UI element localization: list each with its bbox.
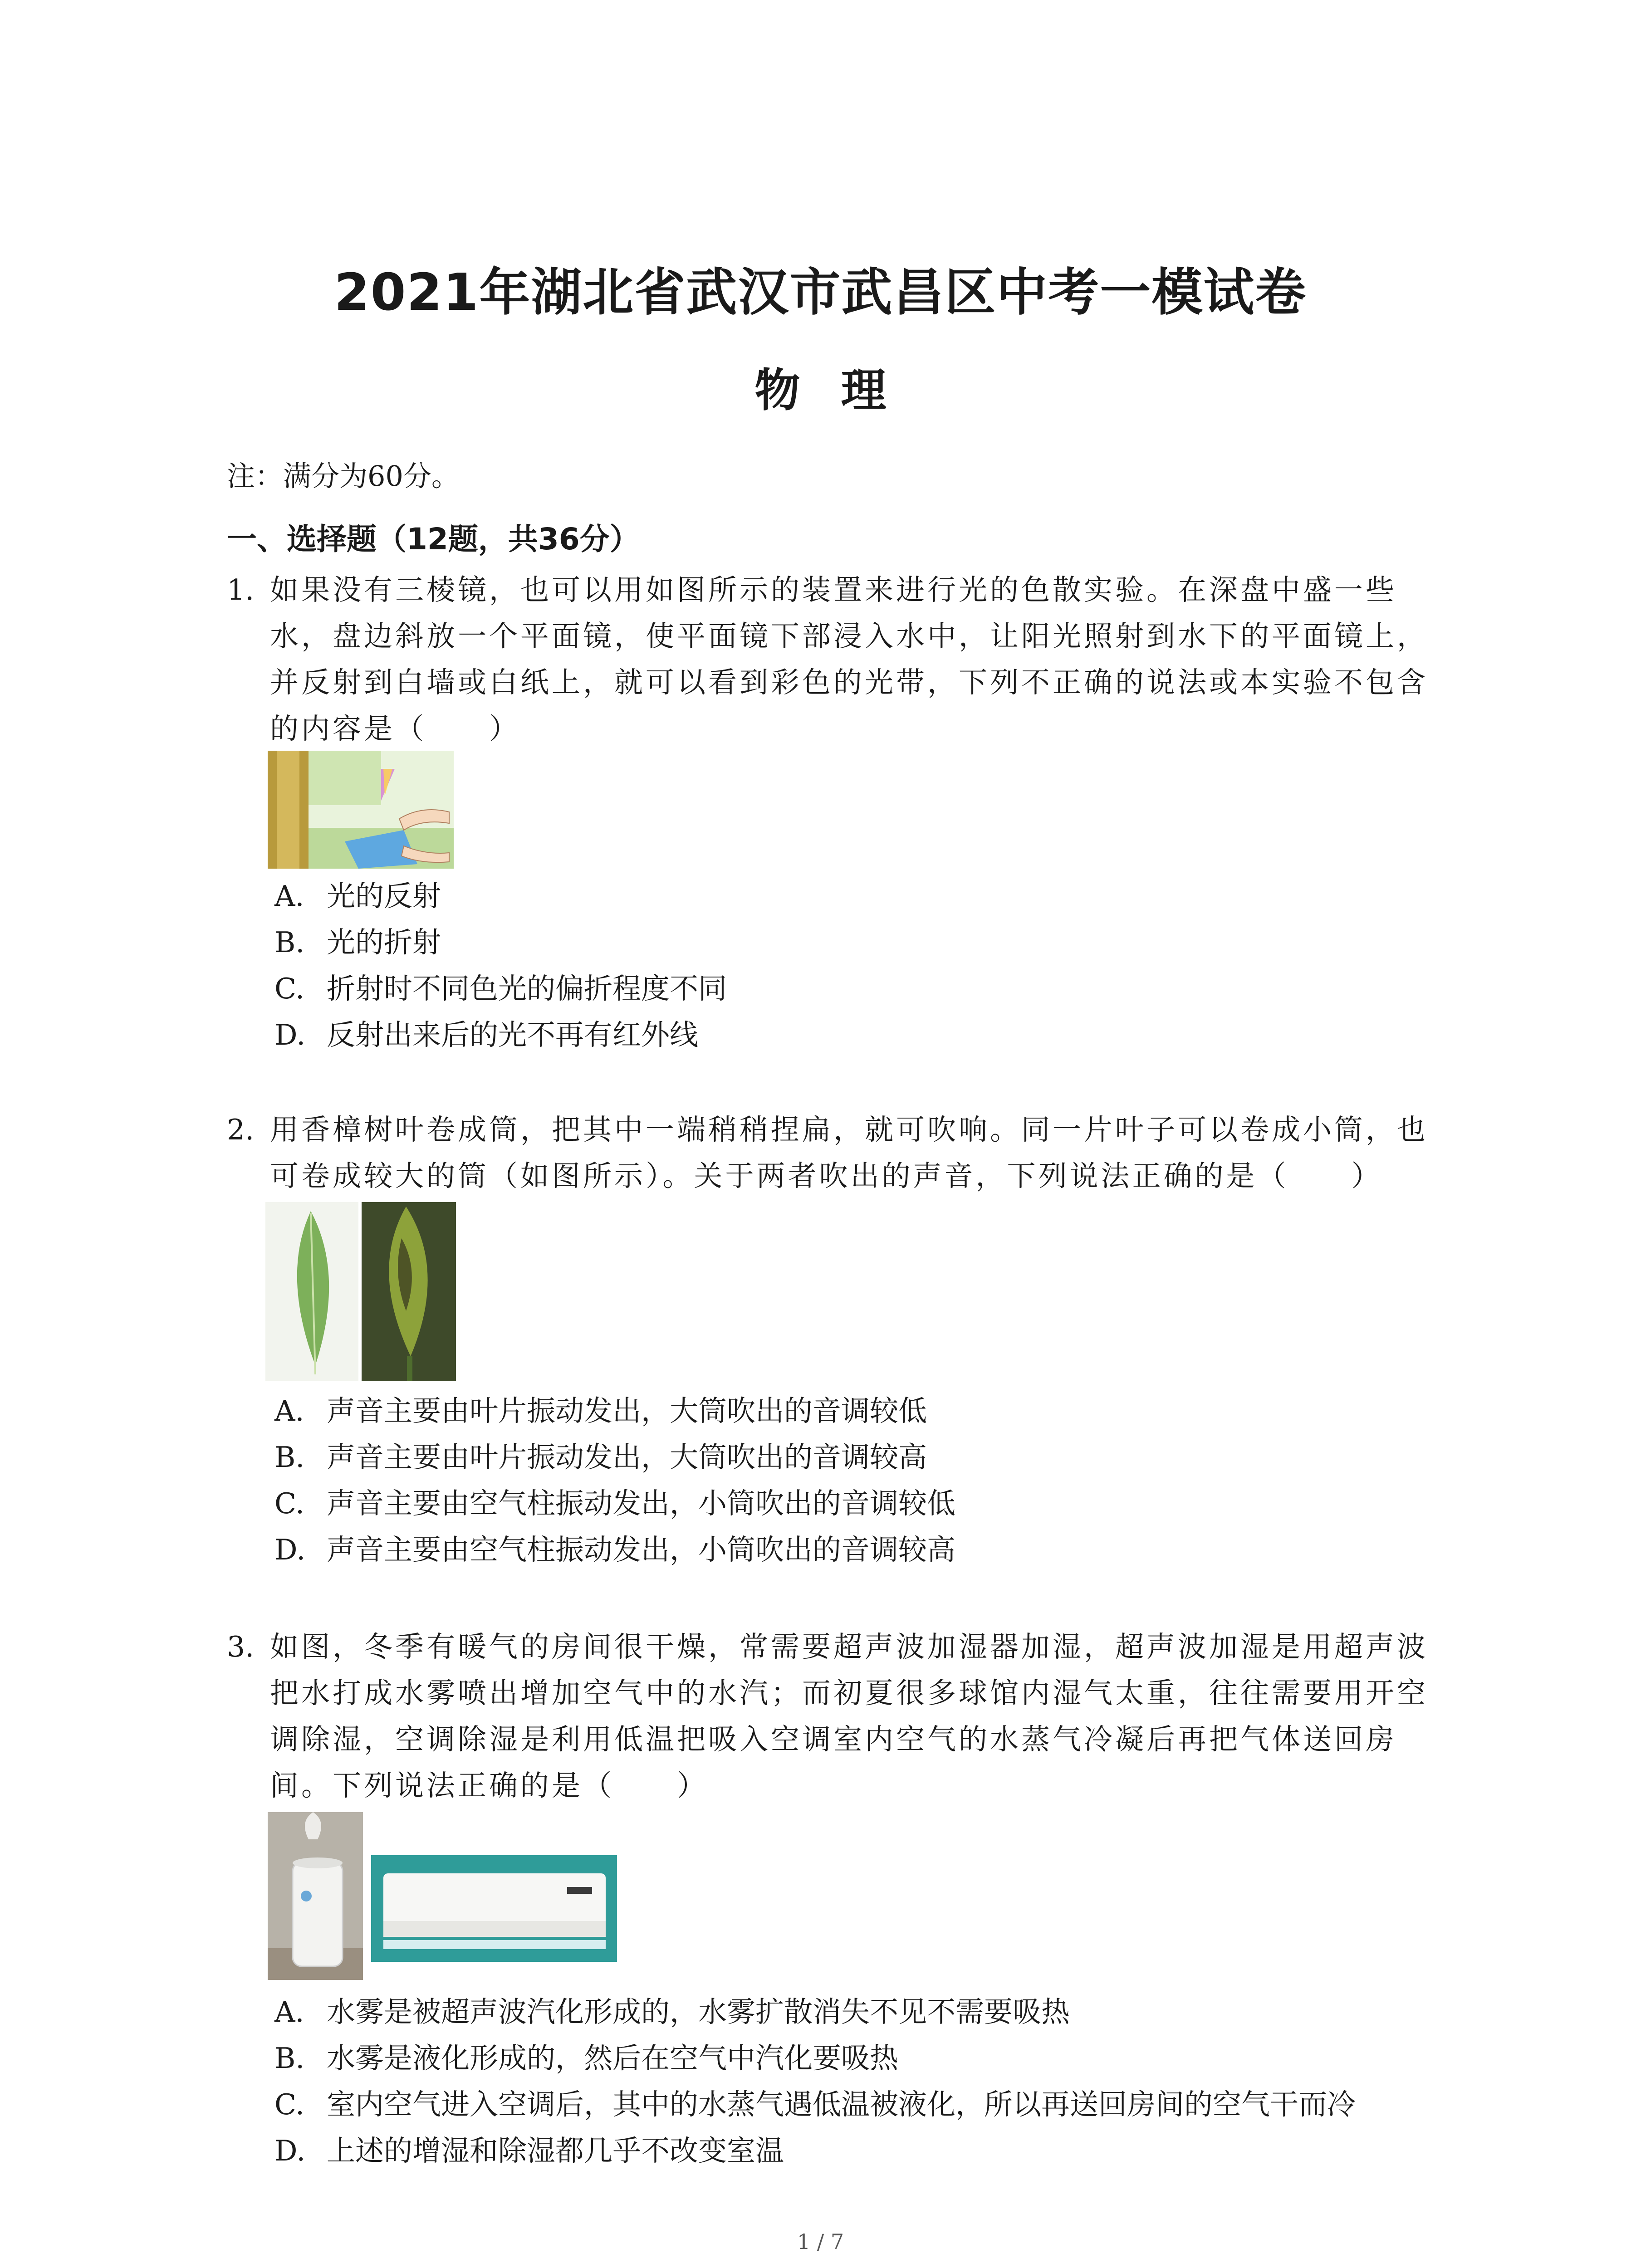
- option-label: D.: [274, 1533, 306, 1566]
- question-text: 如图，冬季有暖气的房间很干燥，常需要超声波加湿器加湿，超声波加湿是用超声波把水打成水雾喷出增加空气中的水汽；而初夏很多球馆内湿气太重，往往需要用开空调除湿，空调除湿是利用低温把吸入空调室内空气的水蒸气冷凝后再把气体送回房间。下列说法正确的是（ ）: [270, 1630, 1428, 1802]
- leaf-photos-illustration: [265, 1202, 456, 1381]
- option-b[interactable]: [274, 1434, 927, 1476]
- question-1: [227, 567, 1443, 752]
- option-label: A.: [274, 1394, 304, 1427]
- option-label: D.: [274, 2134, 306, 2167]
- option-label: B.: [274, 926, 305, 959]
- option-label: A.: [274, 880, 304, 913]
- option-c[interactable]: [274, 1481, 955, 1522]
- option-b[interactable]: [274, 2035, 898, 2077]
- option-text: 水雾是液化形成的，然后在空气中汽化要吸热: [327, 2042, 898, 2075]
- question-number: 2.: [227, 1113, 255, 1146]
- option-d[interactable]: [274, 2128, 784, 2169]
- option-a[interactable]: [274, 1388, 927, 1429]
- page-title: 2021年湖北省武汉市武昌区中考一模试卷: [334, 263, 1307, 322]
- option-label: B.: [274, 1441, 305, 1474]
- question-text: 如果没有三棱镜，也可以用如图所示的装置来进行光的色散实验。在深盘中盛一些水，盘边斜放一个平面镜，使平面镜下部浸入水中，让阳光照射到水下的平面镜上，并反射到白墙或白纸上，就可以看到彩色的光带，下列不正确的说法或本实验不包含的内容是（ ）: [270, 573, 1428, 745]
- question-text: 用香樟树叶卷成筒，把其中一端稍稍捏扁，就可吹响。同一片叶子可以卷成小筒，也可卷成较大的筒（如图所示）。关于两者吹出的声音，下列说法正确的是（ ）: [270, 1113, 1428, 1193]
- option-text: 室内空气进入空调后，其中的水蒸气遇低温被液化，所以再送回房间的空气干而冷: [327, 2088, 1356, 2121]
- mirror-dispersion-illustration: [268, 751, 454, 869]
- option-c[interactable]: [274, 966, 727, 1007]
- option-a[interactable]: [274, 1989, 1070, 2030]
- question-number: 1.: [227, 573, 255, 606]
- option-label: D.: [274, 1018, 306, 1051]
- option-text: 光的折射: [327, 926, 441, 959]
- option-label: C.: [274, 2088, 304, 2121]
- score-note: 注：满分为60分。: [227, 459, 460, 493]
- option-text: 声音主要由空气柱振动发出，小筒吹出的音调较高: [327, 1533, 955, 1566]
- option-text: 上述的增湿和除湿都几乎不改变室温: [327, 2134, 784, 2167]
- option-text: 声音主要由叶片振动发出，大筒吹出的音调较低: [327, 1394, 927, 1427]
- option-text: 声音主要由叶片振动发出，大筒吹出的音调较高: [327, 1441, 927, 1474]
- option-label: C.: [274, 972, 304, 1005]
- humidifier-and-air-conditioner-illustration: [268, 1812, 617, 1980]
- q2-figure-leaves: [265, 1202, 456, 1381]
- option-a[interactable]: [274, 873, 441, 914]
- option-d[interactable]: [274, 1527, 955, 1568]
- q3-figure-humidifier-ac: [268, 1812, 617, 1980]
- option-d[interactable]: [274, 1012, 698, 1053]
- question-3: [227, 1624, 1443, 1809]
- option-b[interactable]: [274, 919, 441, 961]
- option-text: 声音主要由空气柱振动发出，小筒吹出的音调较低: [327, 1487, 955, 1520]
- option-text: 反射出来后的光不再有红外线: [327, 1018, 698, 1051]
- question-2: [227, 1107, 1443, 1199]
- option-text: 光的反射: [327, 880, 441, 913]
- page-number: 1 / 7: [797, 2229, 844, 2254]
- option-text: 水雾是被超声波汽化形成的，水雾扩散消失不见不需要吸热: [327, 1995, 1070, 2028]
- subject-title: 物理: [754, 364, 927, 417]
- q1-figure-prism-experiment: [268, 751, 454, 869]
- option-label: C.: [274, 1487, 304, 1520]
- option-c[interactable]: [274, 2082, 1356, 2123]
- section-heading: 一、选择题（12题，共36分）: [227, 522, 640, 557]
- option-label: A.: [274, 1995, 304, 2028]
- option-label: B.: [274, 2042, 305, 2075]
- option-text: 折射时不同色光的偏折程度不同: [327, 972, 727, 1005]
- question-number: 3.: [227, 1630, 255, 1663]
